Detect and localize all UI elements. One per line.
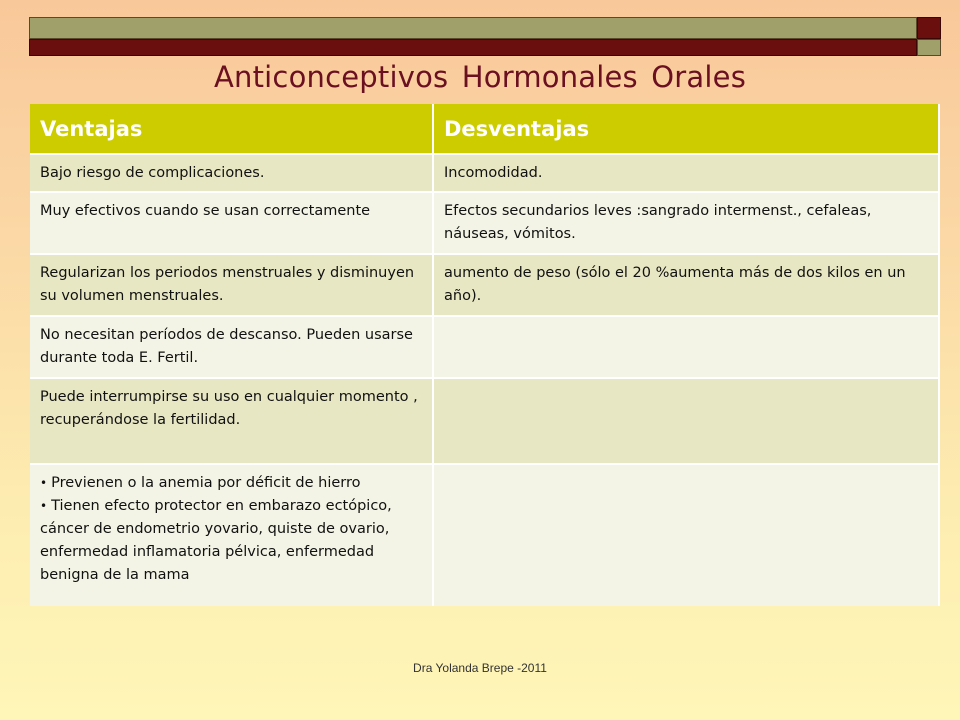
table-cell-bullets xyxy=(30,464,433,606)
footer-credit: Dra Yolanda Brepe -2011 xyxy=(413,661,547,675)
table-header-row xyxy=(30,104,939,154)
table-cell: Incomodidad. xyxy=(433,154,939,192)
bullet-list xyxy=(40,472,422,587)
table-cell: Efectos secundarios leves :sangrado intermenst., cefaleas, náuseas, vómitos. xyxy=(433,192,939,254)
table-cell: Muy efectivos cuando se usan correctamente xyxy=(30,192,433,254)
header-ventajas: Ventajas xyxy=(30,104,433,154)
top-bar-maroon xyxy=(29,39,917,56)
table-cell xyxy=(433,316,939,378)
corner-square-maroon xyxy=(917,17,941,39)
header-desventajas: Desventajas xyxy=(433,104,939,154)
table-cell xyxy=(433,378,939,464)
table-row xyxy=(30,464,939,606)
table-row xyxy=(30,316,939,378)
corner-square-olive xyxy=(917,39,941,56)
list-item: • Previenen o la anemia por déficit de hierro xyxy=(40,475,361,491)
table-cell xyxy=(433,464,939,606)
list-item: • Tienen efecto protector en embarazo ectópico, cáncer de endometrio yovario, quiste de ovario, enfermedad inflamatoria pélvica, enfermedad benigna de la mama xyxy=(40,498,392,583)
slide-title: Anticonceptivos Hormonales Orales xyxy=(213,60,747,94)
table-cell: Bajo riesgo de complicaciones. xyxy=(30,154,433,192)
table-cell: Regularizan los periodos menstruales y disminuyen su volumen menstruales. xyxy=(30,254,433,316)
table-row xyxy=(30,192,939,254)
table-row xyxy=(30,378,939,464)
list-item-text: Tienen efecto protector en embarazo ectópico, cáncer de endometrio yovario, quiste de ovario, enfermedad inflamatoria pélvica, enfermedad benigna de la mama xyxy=(40,498,392,583)
list-item-text: Previenen o la anemia por déficit de hierro xyxy=(51,475,361,491)
top-bar-olive xyxy=(29,17,917,39)
table-row xyxy=(30,254,939,316)
comparison-table xyxy=(30,104,940,606)
table-cell: No necesitan períodos de descanso. Pueden usarse durante toda E. Fertil. xyxy=(30,316,433,378)
table-cell: Puede interrumpirse su uso en cualquier momento , recuperándose la fertilidad. xyxy=(30,378,433,464)
table-row xyxy=(30,154,939,192)
table-cell: aumento de peso (sólo el 20 %aumenta más de dos kilos en un año). xyxy=(433,254,939,316)
